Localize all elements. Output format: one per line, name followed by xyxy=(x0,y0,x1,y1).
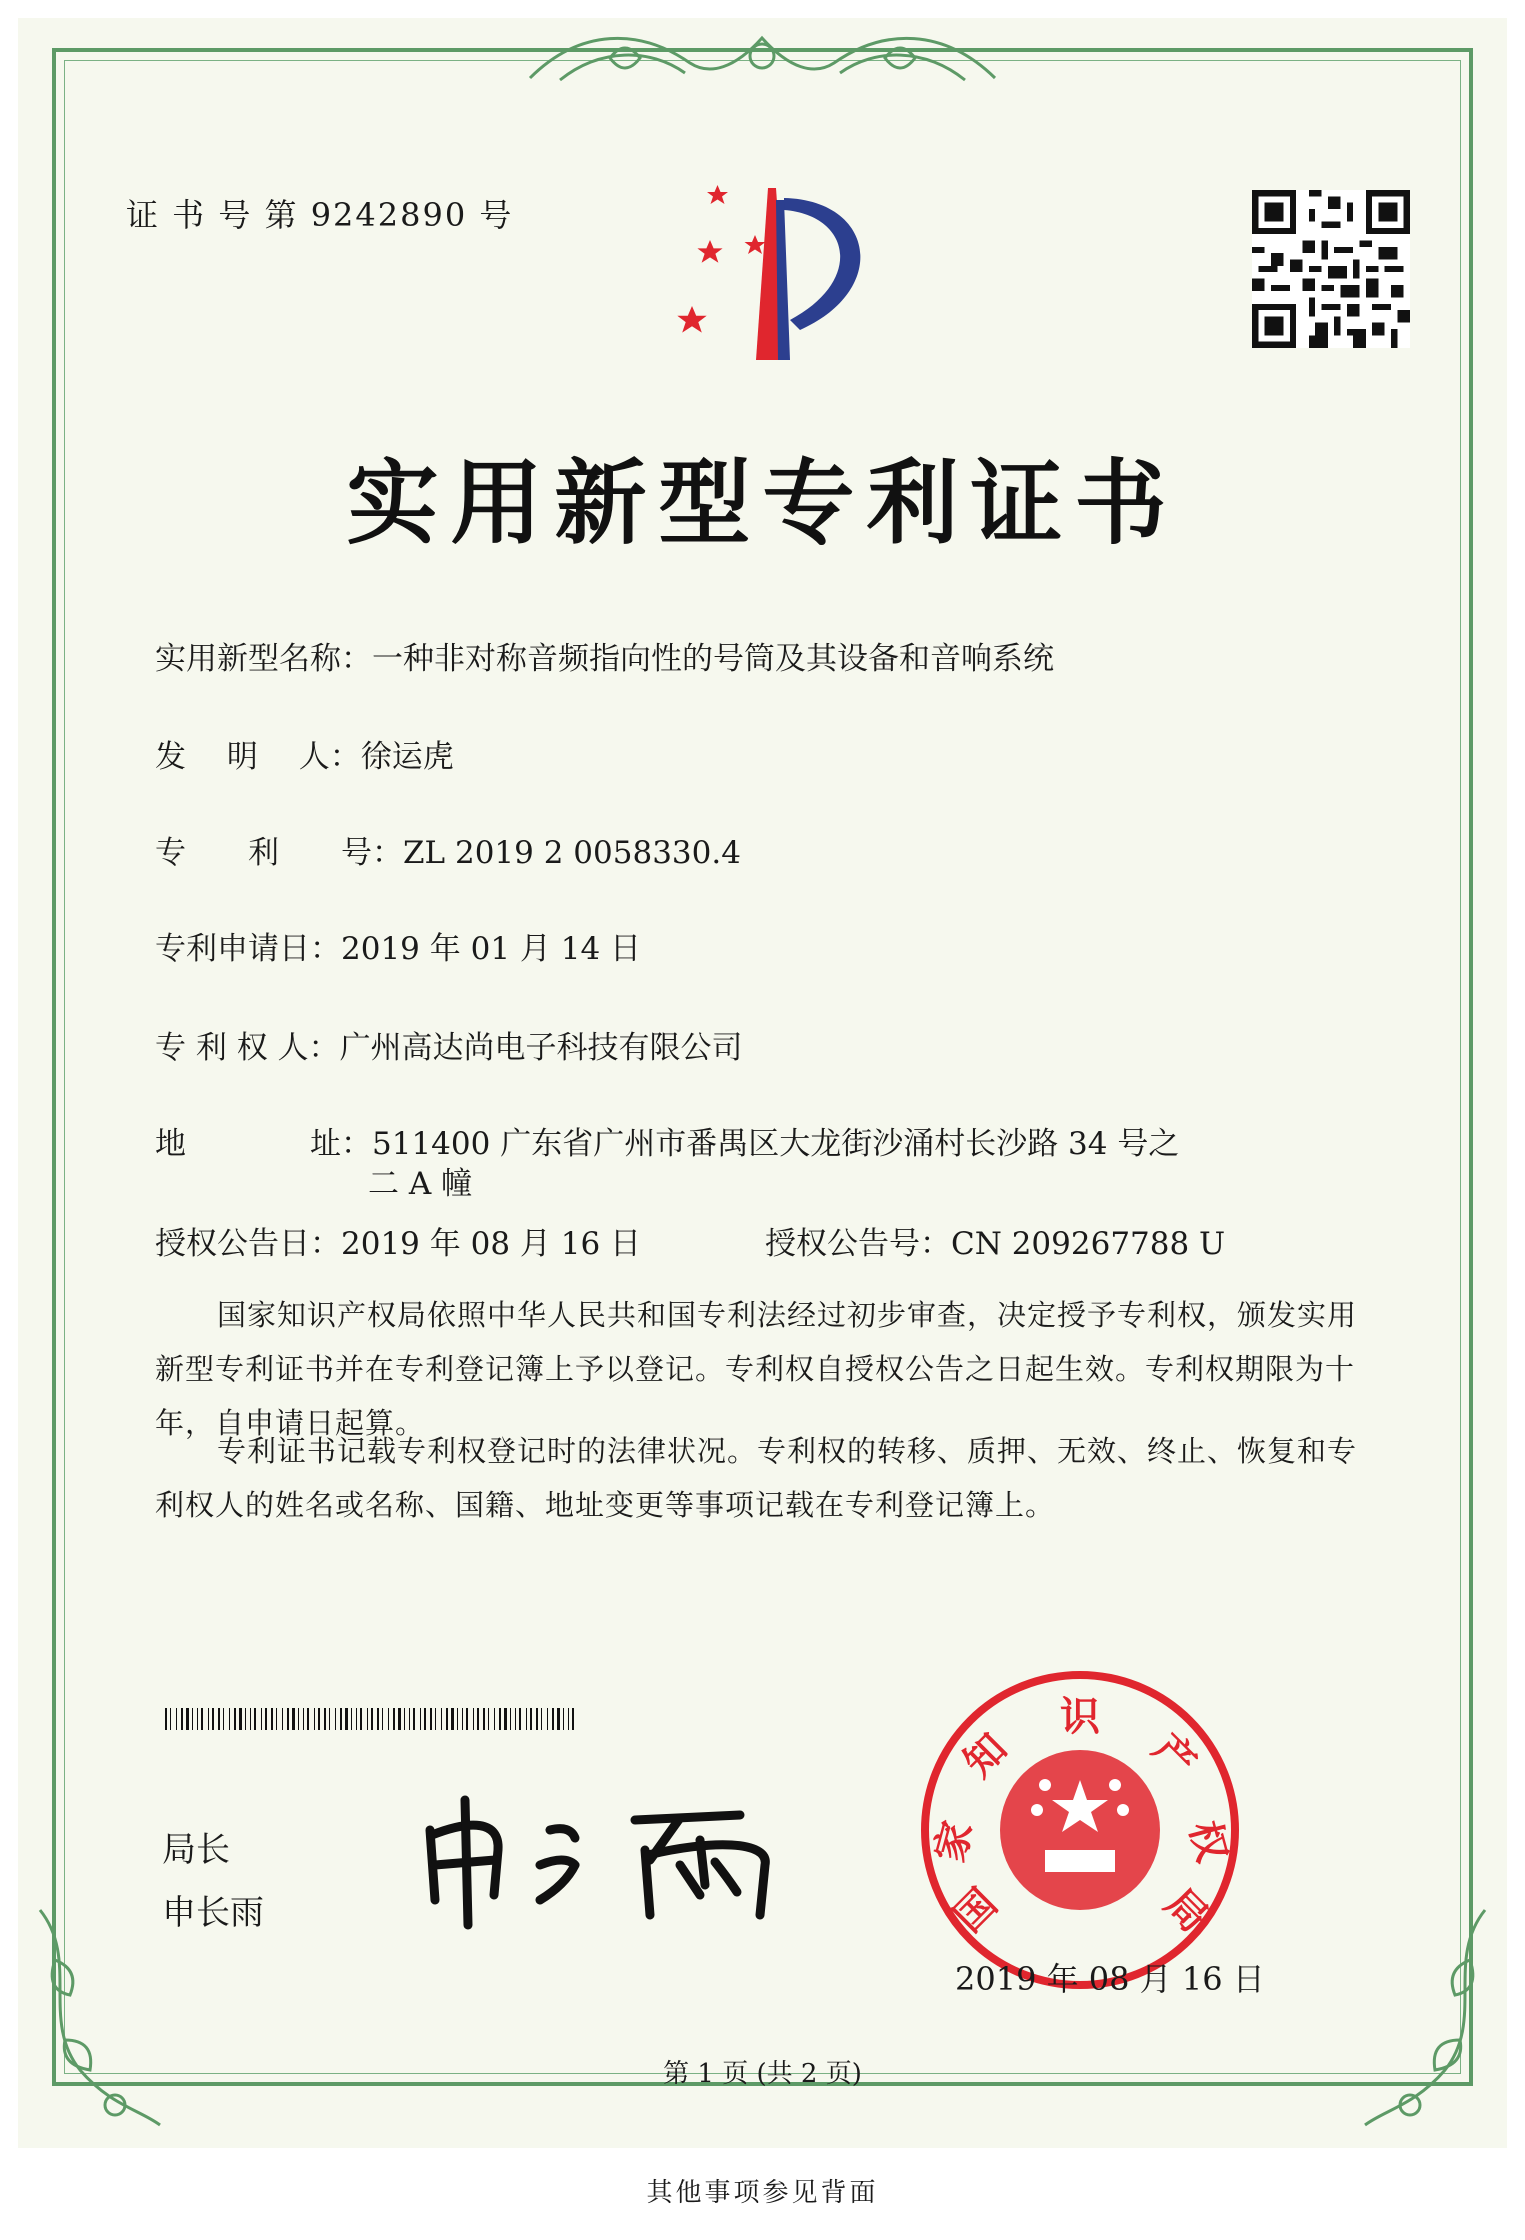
svg-text:知: 知 xyxy=(955,1725,1017,1787)
svg-text:识: 识 xyxy=(1060,1694,1100,1740)
field-label: 发 明 人： xyxy=(155,739,361,775)
issue-date: 2019 年 08 月 16 日 xyxy=(955,1960,1265,1998)
qr-code-icon xyxy=(1252,190,1410,348)
field-grant-date xyxy=(155,1218,641,1263)
field-label: 专利申请日： xyxy=(155,931,341,967)
field-value: 511400 广东省广州市番禺区大龙街沙涌村长沙路 34 号之 xyxy=(372,1126,1180,1162)
svg-text:局: 局 xyxy=(1155,1880,1217,1942)
director-name: 申长雨 xyxy=(162,1893,264,1933)
bottom-left-ornament xyxy=(20,1900,170,2140)
director-signature xyxy=(410,1790,830,1930)
page-number: 第 1 页 (共 2 页) xyxy=(663,2059,862,2089)
svg-text:国: 国 xyxy=(945,1880,1007,1942)
bottom-right-ornament xyxy=(1355,1900,1505,2140)
footer-note: 其他事项参见背面 xyxy=(646,2178,879,2208)
field-value: 徐运虎 xyxy=(360,739,454,775)
top-ornament xyxy=(520,18,1005,98)
field-filing-date xyxy=(155,923,641,968)
barcode-icon xyxy=(165,1708,580,1730)
field-value: CN 209267788 U xyxy=(951,1226,1226,1262)
field-utility-model-name xyxy=(155,633,1054,678)
field-patentee xyxy=(155,1022,743,1067)
official-seal-icon xyxy=(915,1665,1245,1995)
field-address xyxy=(155,1118,1179,1163)
field-address-line2: 二 A 幢 xyxy=(368,1166,473,1202)
svg-text:产: 产 xyxy=(1143,1725,1205,1787)
field-label: 授权公告号： xyxy=(765,1226,951,1262)
svg-text:家: 家 xyxy=(927,1816,982,1867)
field-label: 实用新型名称： xyxy=(155,641,372,677)
field-value: 2019 年 08 月 16 日 xyxy=(341,1226,642,1262)
field-inventor xyxy=(155,731,454,776)
field-label: 专 利 权 人： xyxy=(155,1030,340,1066)
patent-office-emblem-icon xyxy=(650,180,900,380)
field-label: 授权公告日： xyxy=(155,1226,341,1262)
field-value: 一种非对称音频指向性的号筒及其设备和音响系统 xyxy=(372,641,1054,677)
director-title: 局长 xyxy=(162,1830,230,1870)
body-paragraph-2: 专利证书记载专利权登记时的法律状况。专利权的转移、质押、无效、终止、恢复和专利权人的姓名或名称、国籍、地址变更等事项记载在专利登记簿上。 xyxy=(155,1434,1358,1522)
field-patent-number xyxy=(155,827,741,872)
field-label: 专 利 号： xyxy=(155,835,403,871)
field-value: 广州高达尚电子科技有限公司 xyxy=(339,1030,743,1066)
certificate-number: 证 书 号 第 9242890 号 xyxy=(126,196,514,234)
certificate-title: 实用新型专利证书 xyxy=(346,449,1179,557)
body-paragraph-1: 国家知识产权局依照中华人民共和国专利法经过初步审查，决定授予专利权，颁发实用新型专利证书并在专利登记簿上予以登记。专利权自授权公告之日起生效。专利权期限为十年，自申请日起算。 xyxy=(155,1298,1358,1440)
field-value: ZL 2019 2 0058330.4 xyxy=(403,835,741,871)
field-grant-number xyxy=(765,1218,1225,1263)
svg-text:权: 权 xyxy=(1180,1816,1235,1867)
field-label: 地 址： xyxy=(155,1126,372,1162)
field-value: 2019 年 01 月 14 日 xyxy=(341,931,642,967)
